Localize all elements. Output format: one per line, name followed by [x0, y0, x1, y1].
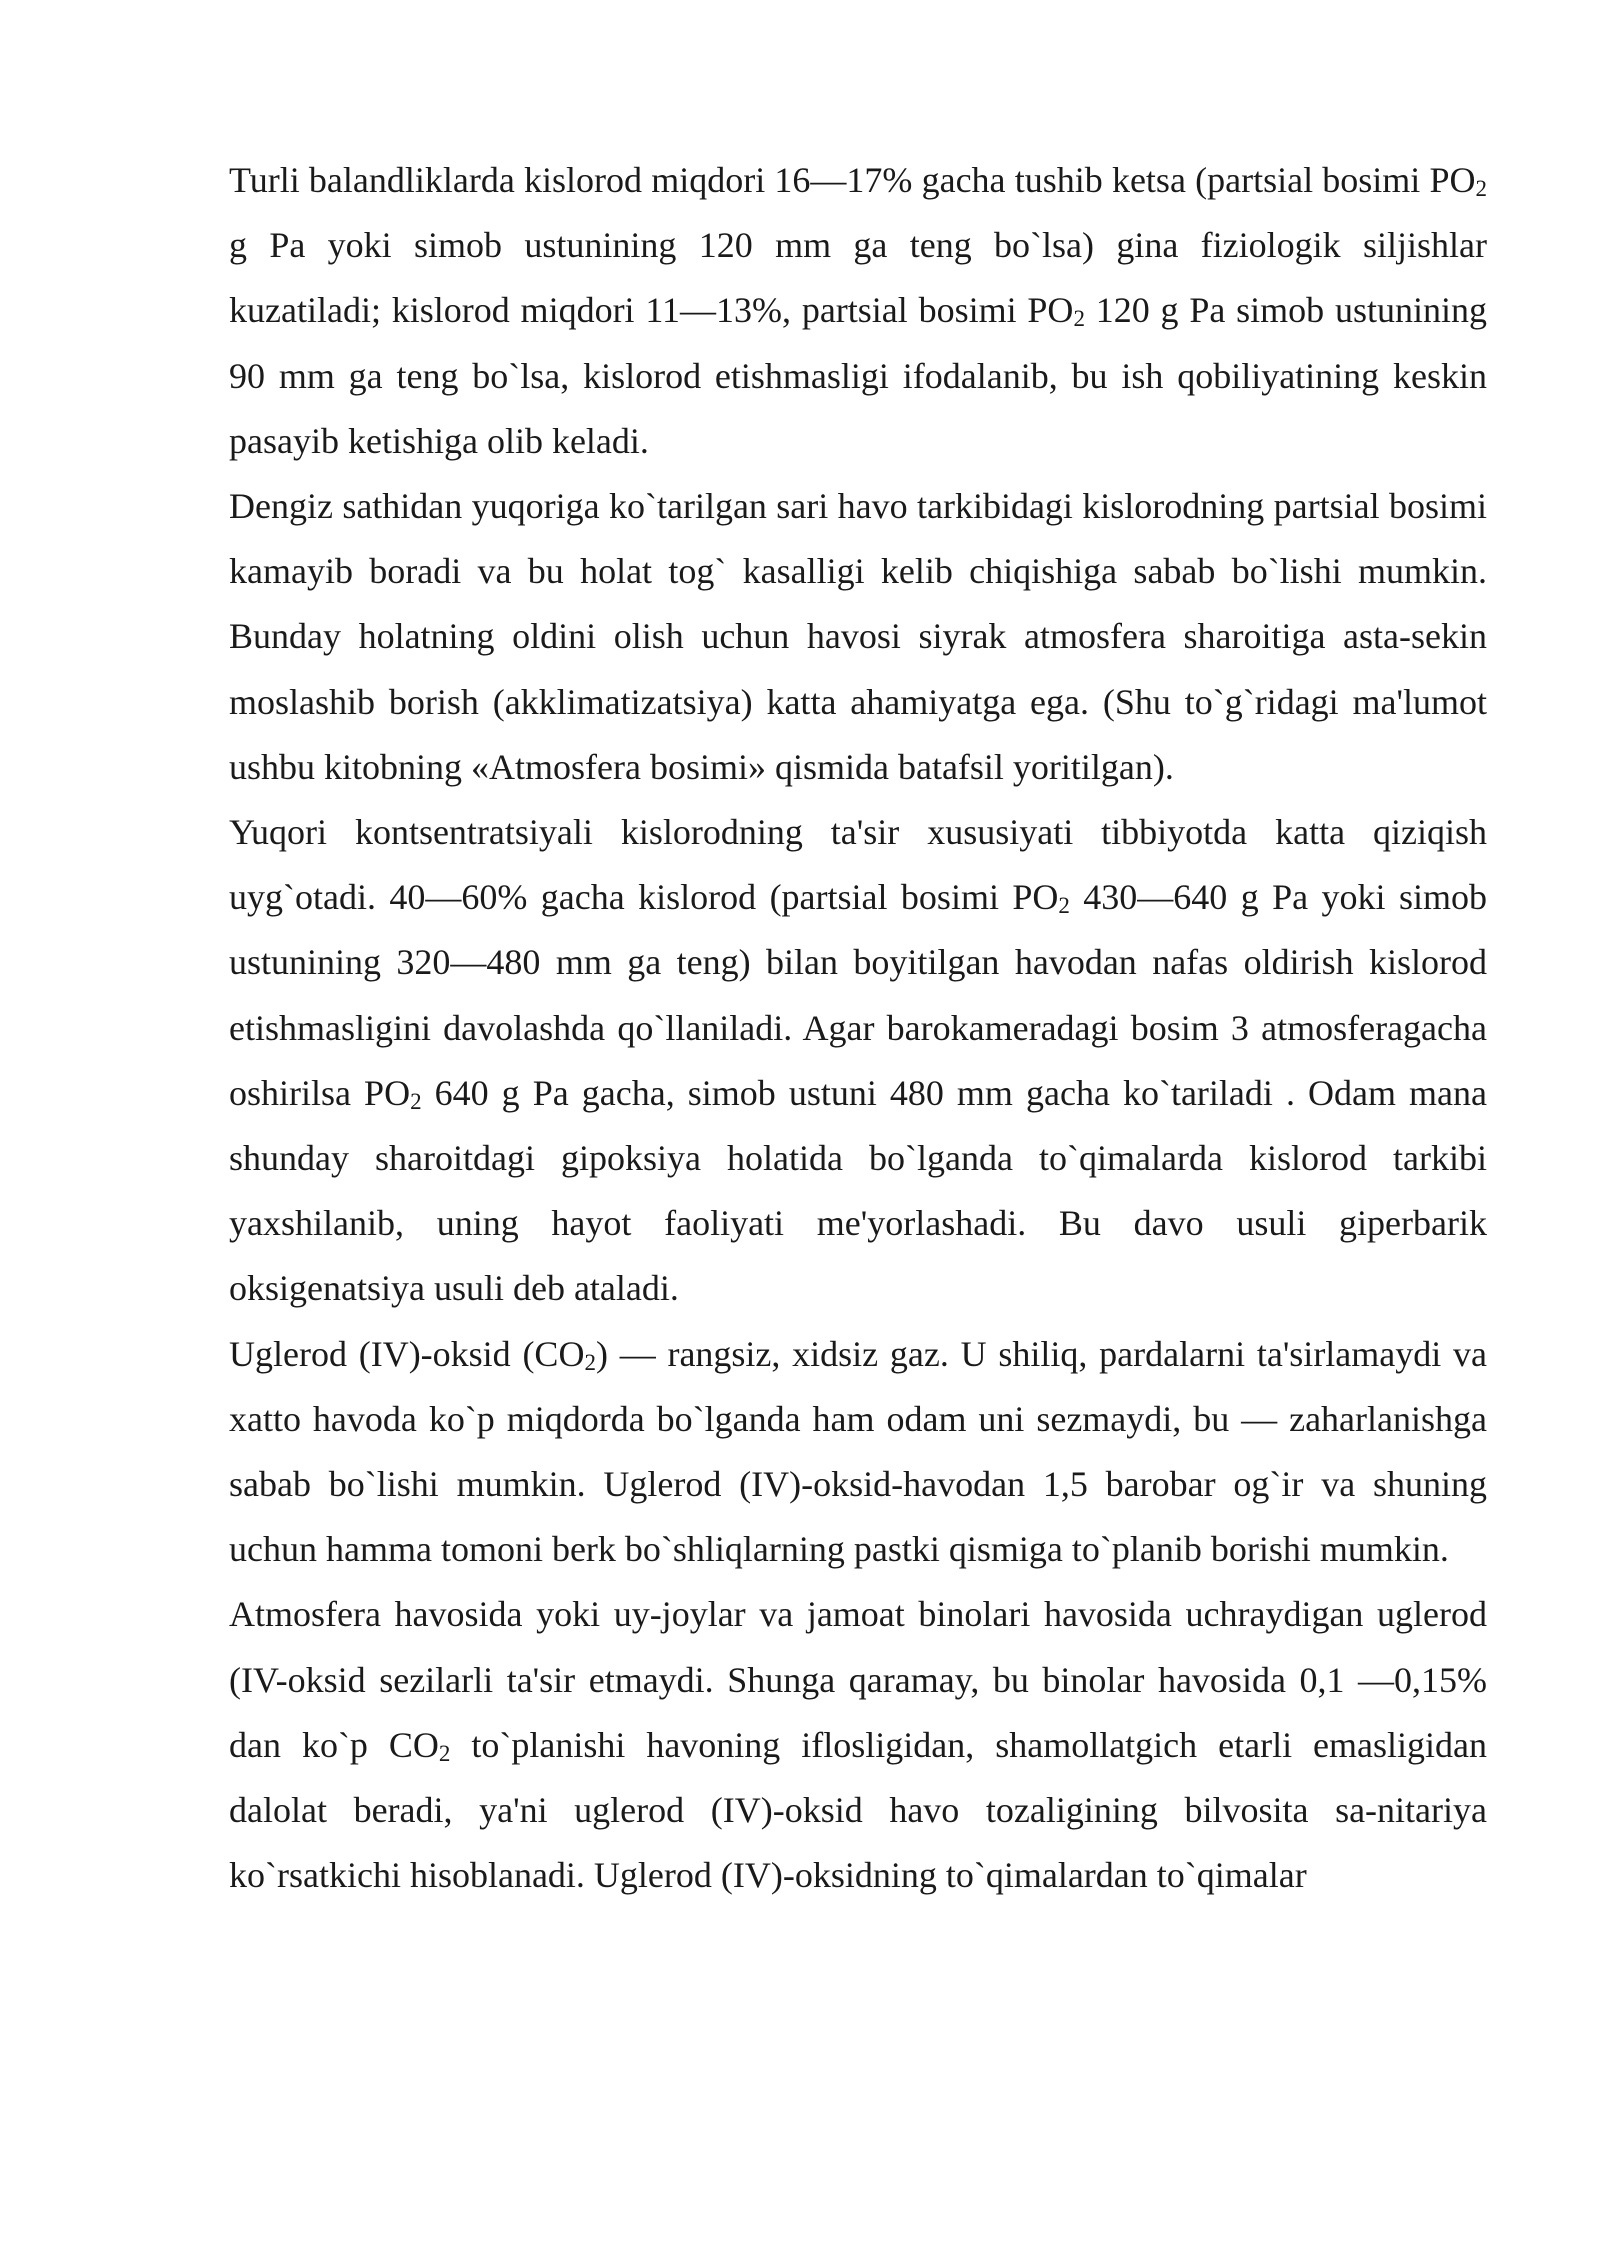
paragraph	[229, 1582, 1487, 1908]
text-run: Turli balandliklarda kislorod miqdori 16—17% gacha tushib ketsa (partsial bosimi PO	[229, 160, 1476, 200]
text-run: Yuqori kontsentratsiyali kislorodning ta'sir xususiyati tibbiyotda katta qiziqish uyg`otadi. 40—60% gacha kislorod (partsial bosimi PO	[229, 812, 1487, 918]
text-run: ) — rangsiz, xidsiz gaz. U shiliq, pardalarni ta'sirlamaydi va xatto havoda ko`p miqdorda bo`lganda ham odam uni sezmaydi, bu — zaharlanishga sabab bo`lishi mumkin. Uglerod (IV)-oksid-havodan 1,5 barobar og`ir va shuning uchun hamma tomoni berk bo`shliqlarning pastki qismiga to`planib borishi mumkin.	[229, 1333, 1487, 1570]
text-run: to`planishi havoning iflosligidan, shamollatgich etarli emasligidan dalolat beradi, ya'ni uglerod (IV)-oksid havo tozaligining bilvosita sa-nitariya ko`rsatkichi hisoblanadi. Uglerod (IV)-oksidning to`qimalardan to`qimalar	[229, 1724, 1487, 1896]
text-run: 120 g Pa simob ustunining 90 mm ga teng bo`lsa, kislorod etishmasligi ifodalanib, bu ish qobiliyatining keskin pasayib ketishiga olib keladi.	[229, 290, 1488, 461]
paragraph	[229, 800, 1487, 1322]
subscript: 2	[410, 1088, 422, 1114]
text-run: 640 g Pa gacha, simob ustuni 480 mm gacha ko`tariladi . Odam mana shunday sharoitdagi gipoksiya holatida bo`lganda to`qimalarda kislorod tarkibi yaxshilanib, uning hayot faoliyati me'yorlashadi. Bu davo usuli giperbarik oksigenatsiya usuli deb ataladi.	[229, 1072, 1487, 1309]
subscript: 2	[438, 1740, 451, 1766]
paragraph	[229, 474, 1487, 800]
text-run: Dengiz sathidan yuqoriga ko`tarilgan sari havo tarkibidagi kislorodning partsial bosimi kamayib boradi va bu holat tog` kasalligi kelib chiqishiga sabab bo`lishi mumkin. Bunday holatning oldini olish uchun havosi siyrak atmosfera sharoitiga asta-sekin moslashib borish (akklimatizatsiya) katta ahamiyatga ega. (Shu to`g`ridagi ma'lumot ushbu kitobning «Atmosfera bosimi» qismida batafsil yoritilgan).	[229, 486, 1487, 787]
paragraph	[229, 1322, 1487, 1583]
text-run: Atmosfera havosida yoki uy-joylar va jamoat binolari havosida uchraydigan uglerod (IV-oksid sezilarli ta'sir etmaydi. Shunga qaramay, bu binolar havosida 0,1 —0,15% dan ko`p CO	[229, 1594, 1487, 1765]
subscript: 2	[1058, 893, 1070, 919]
text-run: 430—640 g Pa yoki simob ustunining 320—480 mm ga teng) bilan boyitilgan havodan nafas oldirish kislorod etishmasligini davolashda qo`llaniladi. Agar barokameradagi bosim 3 atmosferagacha oshirilsa PO	[229, 877, 1487, 1113]
subscript: 2	[1073, 306, 1085, 332]
text-run: Uglerod (IV)-oksid (CO	[229, 1333, 585, 1374]
subscript: 2	[584, 1349, 596, 1375]
text-run: g Pa yoki simob ustunining 120 mm ga teng bo`lsa) gina fiziologik siljishlar kuzatiladi; kislorod miqdori 11—13%, partsial bosimi PO	[229, 225, 1487, 331]
paragraph	[229, 148, 1487, 474]
body-text	[229, 148, 1487, 1908]
subscript: 2	[1475, 176, 1487, 201]
